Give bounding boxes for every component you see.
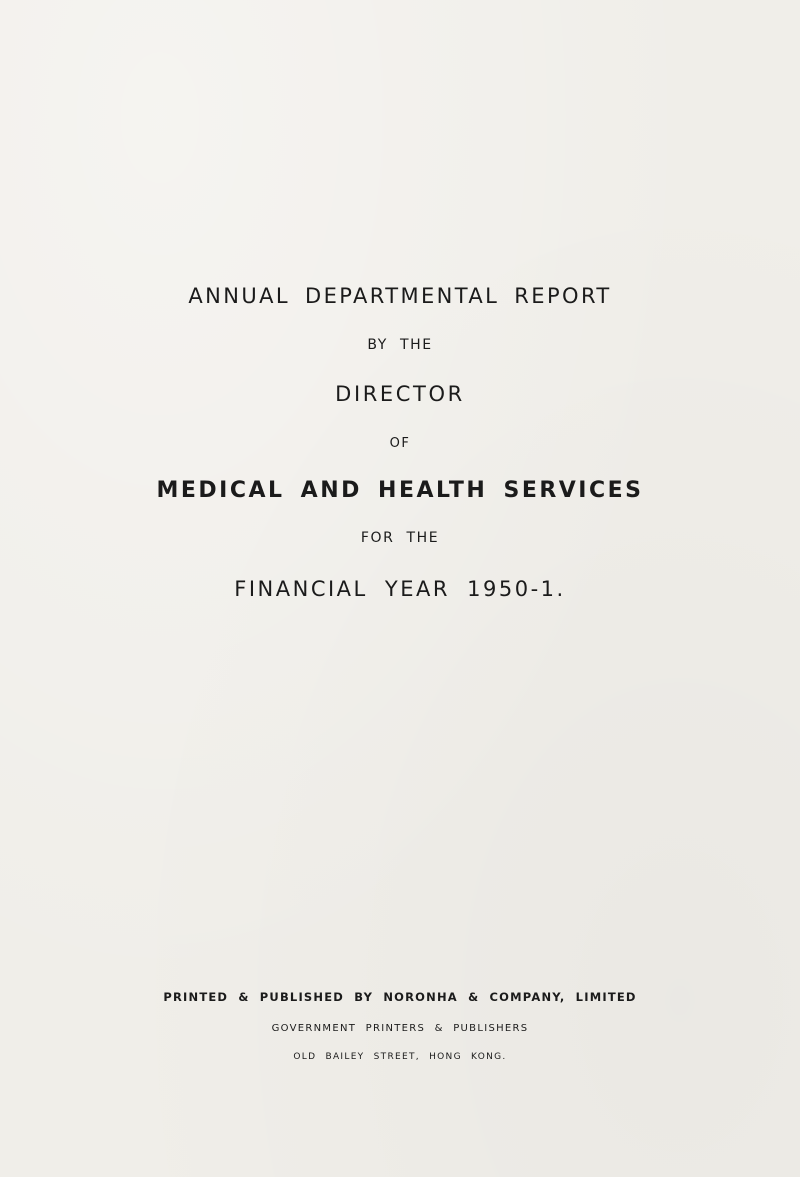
publisher-address: OLD BAILEY STREET, HONG KONG. [293,1052,507,1062]
for-the-text: FOR THE [360,530,440,546]
director-heading: DIRECTOR [335,382,465,406]
by-the-text: BY THE [367,337,433,353]
printer-role: GOVERNMENT PRINTERS & PUBLISHERS [271,1023,529,1034]
financial-year: FINANCIAL YEAR 1950-1. [234,577,566,601]
publisher-imprint: PRINTED & PUBLISHED BY NORONHA & COMPANY, LIMITED [163,990,637,1004]
department-name: MEDICAL AND HEALTH SERVICES [156,478,644,503]
of-text: OF [389,436,411,451]
report-title: ANNUAL DEPARTMENTAL REPORT [188,284,612,308]
